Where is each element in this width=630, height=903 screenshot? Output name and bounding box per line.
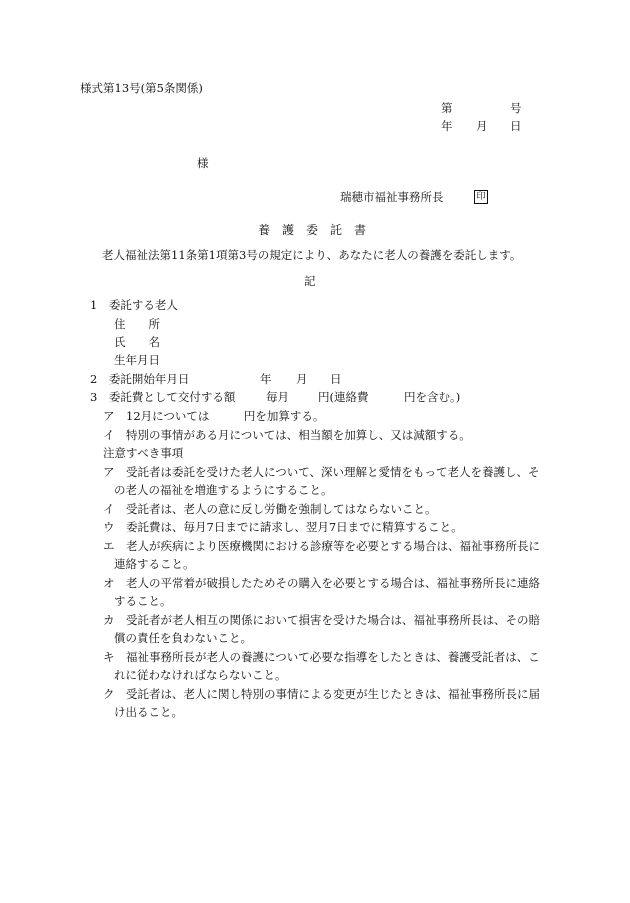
issuer: 瑞穂市福祉事務所長	[340, 190, 444, 204]
note-i: イ 受託者は、老人の意に反し労働を強制してはならないこと。	[103, 502, 437, 516]
notes-heading: 注意すべき事項	[103, 446, 184, 460]
section2-year: 年	[260, 372, 272, 386]
seal-mark-text: 印	[476, 192, 486, 202]
addressee-suffix: 様	[197, 156, 209, 170]
section1-dob: 生年月日	[114, 353, 160, 367]
section1-heading: 1 委託する老人	[90, 298, 178, 312]
ki-mark: 記	[304, 274, 316, 288]
note-u: ウ 委託費は、毎月7日までに請求し、翌月7日までに精算すること。	[103, 520, 463, 534]
section3-item-a: ア 12月については 円を加算する。	[103, 409, 325, 423]
section1-address: 住 所	[114, 317, 160, 331]
note-o-line1: オ 老人の平常着が破損したためその購入を必要とする場合は、福祉事務所長に連絡	[103, 576, 540, 590]
note-ki-line2: れに従わなければならないこと。	[114, 668, 287, 682]
document-title: 養 護 委 託 書	[258, 223, 367, 237]
form-number: 様式第13号(第5条関係)	[80, 81, 203, 95]
note-e-line2: 連絡すること。	[114, 557, 195, 571]
intro-text: 老人福祉法第11条第1項第3号の規定により、あなたに老人の養護を委託します。	[102, 248, 522, 262]
section3-yen-included: 円を含む。)	[404, 390, 461, 404]
date-year: 年	[441, 119, 453, 133]
note-a-line2: の老人の福祉を増進するようにすること。	[114, 483, 333, 497]
note-ku-line1: ク 受託者は、老人に関し特別の事情による変更が生じたときは、福祉事務所長に届	[103, 687, 540, 701]
section3-heading: 3 委託費として交付する額	[90, 390, 236, 404]
section3-yen-contact: 円(連絡費	[318, 390, 369, 404]
note-ki-line1: キ 福祉事務所長が老人の養護について必要な指導をしたときは、養護受託者は、こ	[103, 650, 540, 664]
note-ku-line2: け出ること。	[114, 705, 183, 719]
section3-item-i: イ 特別の事情がある月については、相当額を加算し、又は減額する。	[103, 428, 471, 442]
note-o-line2: すること。	[114, 594, 172, 608]
note-ka-line2: 償の責任を負わないこと。	[114, 631, 252, 645]
doc-number-go: 号	[510, 101, 522, 115]
note-ka-line1: カ 受託者が老人相互の関係において損害を受けた場合は、福祉事務所長は、その賠	[103, 613, 540, 627]
section2-heading: 2 委託開始年月日	[90, 372, 190, 386]
note-e-line1: エ 老人が疾病により医療機関における診療等を必要とする場合は、福祉事務所長に	[103, 539, 540, 553]
section1-name: 氏 名	[114, 335, 160, 349]
section2-day: 日	[330, 372, 342, 386]
section3-monthly: 毎月	[266, 390, 289, 404]
date-day: 日	[510, 119, 522, 133]
date-month: 月	[476, 119, 488, 133]
doc-number-dai: 第	[441, 101, 453, 115]
note-a-line1: ア 受託者は委託を受けた老人について、深い理解と愛情をもって老人を養護し、そ	[103, 465, 540, 479]
seal-mark	[474, 190, 488, 204]
section2-month: 月	[296, 372, 308, 386]
